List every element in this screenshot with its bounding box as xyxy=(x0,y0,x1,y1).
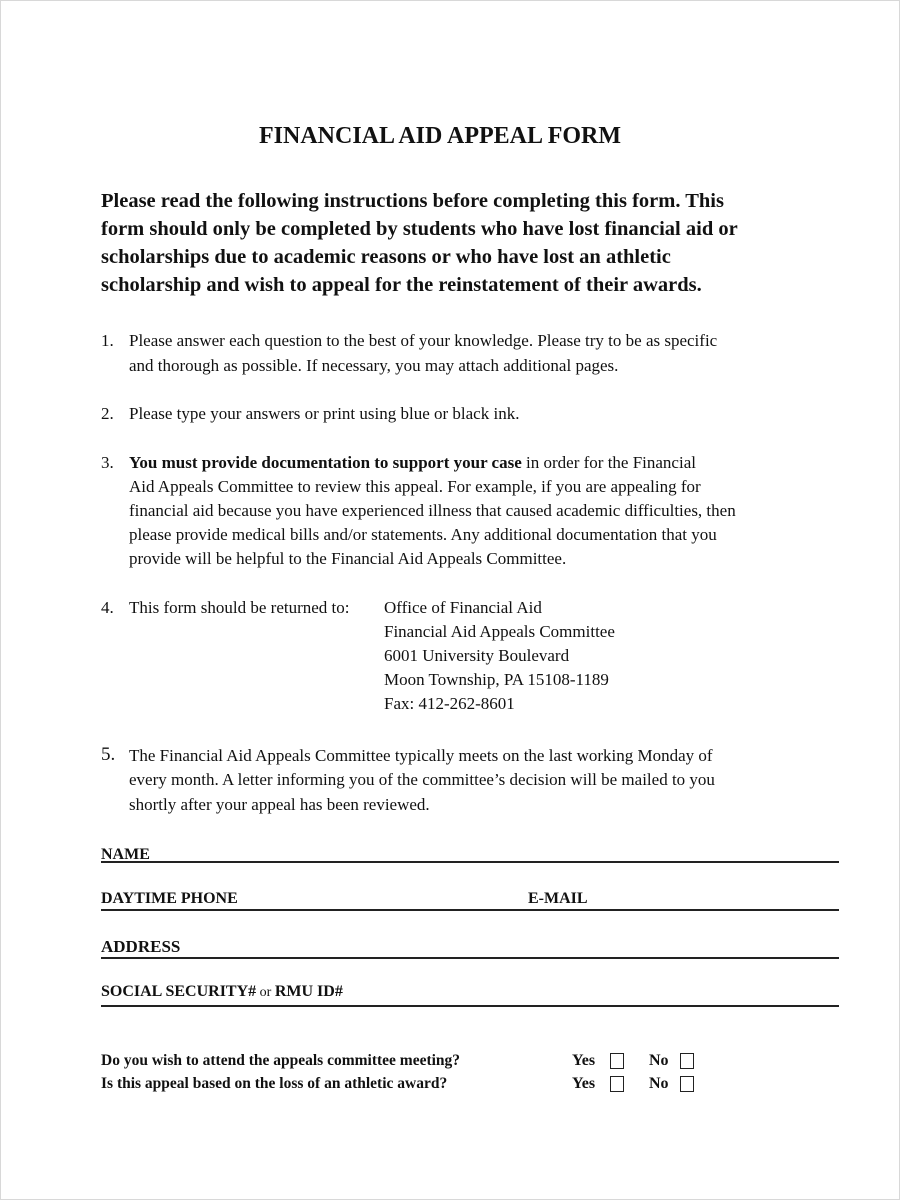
address-line: Moon Township, PA 15108-1189 xyxy=(384,670,609,689)
item-number: 1. xyxy=(101,331,114,350)
item-text: The Financial Aid Appeals Committee typically meets on the last working Monday of xyxy=(129,746,713,765)
item-bold-lead: You must provide documentation to support your case xyxy=(129,453,522,472)
ssn-field-line[interactable] xyxy=(101,1005,839,1007)
item-text: This form should be returned to: xyxy=(129,598,350,617)
item-text: Please type your answers or print using blue or black ink. xyxy=(129,404,520,423)
phone-label: DAYTIME PHONE xyxy=(101,890,238,907)
intro-line: scholarships due to academic reasons or who have lost an athletic xyxy=(101,246,671,268)
address-line: Fax: 412-262-8601 xyxy=(384,694,515,713)
item-text: Aid Appeals Committee to review this appeal. For example, if you are appealing for xyxy=(129,477,701,496)
no-checkbox[interactable] xyxy=(680,1053,694,1069)
no-label: No xyxy=(649,1075,669,1092)
item-text: Please answer each question to the best of your knowledge. Please try to be as specific xyxy=(129,331,718,350)
intro-line: Please read the following instructions before completing this form. This xyxy=(101,190,724,212)
ssn-label-or: or xyxy=(256,985,275,1000)
address-label: ADDRESS xyxy=(101,937,181,956)
address-field-line[interactable] xyxy=(101,957,839,959)
item-number: 3. xyxy=(101,453,114,472)
ssn-label xyxy=(101,983,343,1001)
yes-label: Yes xyxy=(572,1075,596,1092)
email-label: E-MAIL xyxy=(528,890,588,907)
yes-checkbox[interactable] xyxy=(610,1053,624,1069)
yes-checkbox[interactable] xyxy=(610,1076,624,1092)
item-text: provide will be helpful to the Financial Aid Appeals Committee. xyxy=(129,549,567,568)
ssn-label-a: SOCIAL SECURITY# xyxy=(101,983,257,1000)
item-text-rest: in order for the Financial xyxy=(521,453,696,472)
address-line: Financial Aid Appeals Committee xyxy=(384,622,615,641)
intro-line: form should only be completed by students who have lost financial aid or xyxy=(101,218,738,240)
page-title: FINANCIAL AID APPEAL FORM xyxy=(258,123,622,149)
item-text: financial aid because you have experienced illness that caused academic difficulties, then xyxy=(129,501,736,520)
item-number: 5. xyxy=(101,744,116,765)
no-checkbox[interactable] xyxy=(680,1076,694,1092)
item-number: 4. xyxy=(101,598,114,617)
item-text xyxy=(129,453,696,473)
address-line: 6001 University Boulevard xyxy=(384,646,570,665)
ssn-label-b: RMU ID# xyxy=(274,983,343,1000)
item-number: 2. xyxy=(101,404,114,423)
intro-line: scholarship and wish to appeal for the reinstatement of their awards. xyxy=(101,274,702,296)
address-line: Office of Financial Aid xyxy=(384,598,542,617)
item-text: shortly after your appeal has been reviewed. xyxy=(129,795,430,814)
name-field-line[interactable] xyxy=(101,861,839,863)
item-text: and thorough as possible. If necessary, you may attach additional pages. xyxy=(129,356,619,375)
item-text: please provide medical bills and/or statements. Any additional documentation that you xyxy=(129,525,717,544)
name-label: NAME xyxy=(101,846,150,863)
yes-label: Yes xyxy=(572,1052,596,1069)
question-text: Do you wish to attend the appeals committee meeting? xyxy=(101,1052,461,1069)
no-label: No xyxy=(649,1052,669,1069)
phone-email-field-line[interactable] xyxy=(101,909,839,911)
question-text: Is this appeal based on the loss of an athletic award? xyxy=(101,1075,448,1092)
item-text: every month. A letter informing you of the committee’s decision will be mailed to you xyxy=(129,770,715,789)
